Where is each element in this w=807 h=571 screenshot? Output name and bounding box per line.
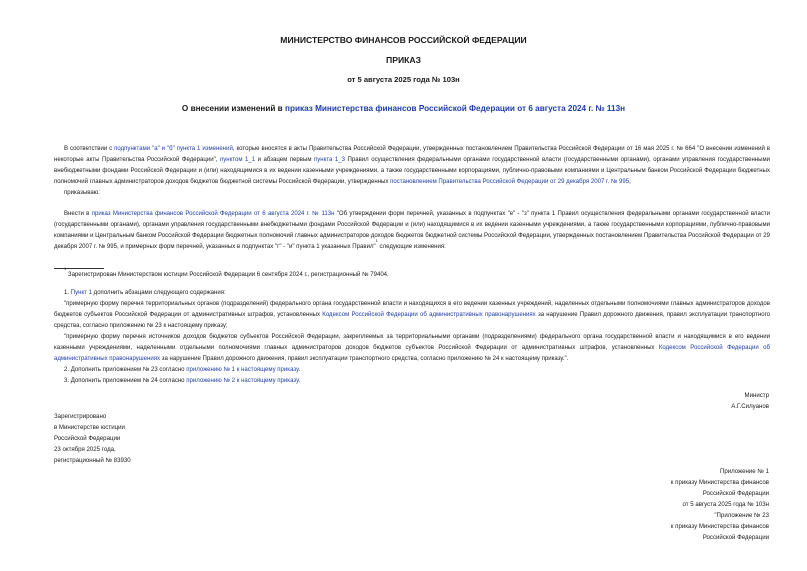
preamble — [54, 144, 770, 199]
appendix-line: "Приложение № 23 — [714, 512, 769, 519]
registration-line: 23 октября 2025 года, — [54, 446, 116, 453]
preamble-text: и абзацем первым — [255, 157, 314, 163]
prikazyvayu: приказываю: — [64, 190, 100, 196]
appendix-header — [671, 466, 769, 543]
quote2-text: за нарушение Правил дорожного движения, правил эксплуатации транспортного средства, согласно приложению № 24 к настоящему приказу.". — [160, 356, 569, 362]
appendix-line: от 5 августа 2025 года № 103н — [682, 501, 769, 508]
quote1-link-koap[interactable]: Кодексом Российской Федерации об административных правонарушениях — [322, 312, 536, 318]
subject-link[interactable]: приказ Министерства финансов Российской Федерации от 6 августа 2024 г. № 113н — [285, 104, 626, 113]
appendix-line: Российской Федерации — [702, 534, 769, 541]
quote1-text: за нарушение Правил дорожного движения, правил эксплуатации транспортного средства, согласно приложению № 23 к настоящему приказу; — [54, 312, 771, 329]
ministry-heading: МИНИСТЕРСТВО ФИНАНСОВ РОССИЙСКОЙ ФЕДЕРАЦИИ — [280, 35, 527, 45]
registration-line: Российской Федерации — [54, 435, 121, 442]
subject-prefix: О внесении изменений в — [181, 104, 285, 113]
item1-text: дополнить абзацами следующего содержания: — [91, 290, 226, 296]
quote2-text: "примерную форму перечня источников доходов бюджетов субъектов Российской Федерации, закрепляемых за территориальными органами (подразделениями) федерального органа государственной власти и находящимися в его ведении казенными учреждениями, наделенными отдельными полномочиями главных администраторов доходов бюджетов субъектов Российской Федерации от административных штрафов, установленных — [54, 334, 770, 351]
intro-text: "Об утверждении форм перечней, указанных в подпунктах "е" - "з" пункта 1 Правил осуществления федеральными органами государственной власти (государственными органами), органами управления государственными внебюджетными фондами Российской Федерации и (или) находящимися в их ведении казенными учреждениями, а также государственными корпорациями, публично-правовыми компаниями и Центральным банком Российской Федерации бюджетных полномочий главных администраторов доходов бюджетов бюджетной системы Российской Федерации, утвержденных постановлением Правительства Российской Федерации от 29 декабря 2007 г. № 995, и примерных форм перечней, указанных в подпунктах "г" - "и" пункта 1 указанных Правил" — [54, 211, 770, 250]
preamble-text: , которые вносятся в акты Правительства Российской Федерации, утвержденных постановлением Правительства Российской Федерации от 16 мая 2025 г. № 664 "О внесении изменений в некоторые акты Правительства Российской Федерации", — [54, 146, 770, 163]
registration-line: регистрационный № 83930 — [54, 457, 131, 464]
intro-text: Внести в — [64, 211, 92, 217]
item3-text: 3. Дополнить приложением № 24 согласно — [64, 378, 187, 384]
signatory-name: А.Г.Силуанов — [731, 403, 769, 410]
signatory-position: Министр — [744, 392, 769, 399]
preamble-text: Правил осуществления федеральными органами государственной власти (государственными органами), органами управления государственными внебюджетными фондами Российской Федерации и (или) находящимися в их ведении казенными учреждениями, а также государственными корпорациями, публично-правовыми компаниями и Центральным банком Российской Федерации бюджетных полномочий главных администраторов доходов бюджетов бюджетной системы Российской Федерации, утвержденных — [54, 157, 771, 185]
item2-link-appendix-1[interactable]: приложению № 1 к настоящему приказу — [186, 367, 299, 373]
quote2-link-koap[interactable]: Кодексом Российской Федерации об административных правонарушениях — [54, 345, 770, 362]
preamble-text: , — [629, 179, 631, 185]
quote1-text: "примерную форму перечня территориальных органов (подразделений) федерального органа государственной власти и находящихся в его ведении казенных учреждений, наделенных отдельными полномочиями главных администраторов доходов бюджетов субъектов Российской Федерации от административных штрафов, установленных — [54, 301, 770, 318]
item2-text: 2. Дополнить приложением № 23 согласно — [64, 367, 187, 373]
item3-link-appendix-2[interactable]: приложению № 2 к настоящему приказу — [186, 378, 299, 384]
footnote-text: Зарегистрирован Министерством юстиции Российской Федерации 6 сентября 2024 г., регистрационный № 79404. — [66, 272, 389, 278]
item3-text: . — [298, 378, 301, 384]
registration-line: в Министерстве юстиции — [54, 424, 125, 431]
item1-number: 1. — [64, 290, 71, 296]
appendix-line: Приложение № 1 — [719, 468, 769, 475]
footnote-number: 1 — [64, 266, 67, 271]
intro-link-order-113n[interactable]: приказ Министерства финансов Российской Федерации от 6 августа 2024 г. № 113н — [91, 211, 335, 217]
footnote-divider — [54, 268, 104, 269]
appendix-line: к приказу Министерства финансов — [670, 479, 769, 486]
footnote-marker[interactable]: 1 — [375, 238, 378, 243]
preamble-link-subpoints[interactable]: подпунктами "а" и "б" пункта 1 изменений — [114, 146, 233, 152]
preamble-link-resolution-995[interactable]: постановлением Правительства Российской Федерации от 29 декабря 2007 г. № 995 — [390, 179, 630, 185]
signature-block — [731, 390, 769, 412]
amendments — [54, 288, 770, 387]
item2-text: . — [298, 367, 301, 373]
registration-block — [54, 411, 131, 466]
footnote — [54, 266, 770, 281]
preamble-link-point-1-3[interactable]: пункта 1_3 — [313, 157, 345, 163]
registration-line: Зарегистрировано — [54, 413, 107, 420]
item1-link-point-1[interactable]: Пункт 1 — [70, 290, 92, 296]
document-subject — [0, 104, 807, 113]
appendix-line: Российской Федерации — [702, 490, 769, 497]
appendix-line: к приказу Министерства финансов — [670, 523, 769, 530]
preamble-text: В соответствии с — [64, 146, 115, 152]
preamble-link-point-1-1[interactable]: пунктом 1_1 — [219, 157, 256, 163]
document-date-number: от 5 августа 2025 года № 103н — [347, 75, 460, 84]
document-type: ПРИКАЗ — [386, 55, 421, 65]
intro-text: следующие изменения: — [377, 244, 446, 250]
intro-paragraph — [54, 209, 770, 253]
